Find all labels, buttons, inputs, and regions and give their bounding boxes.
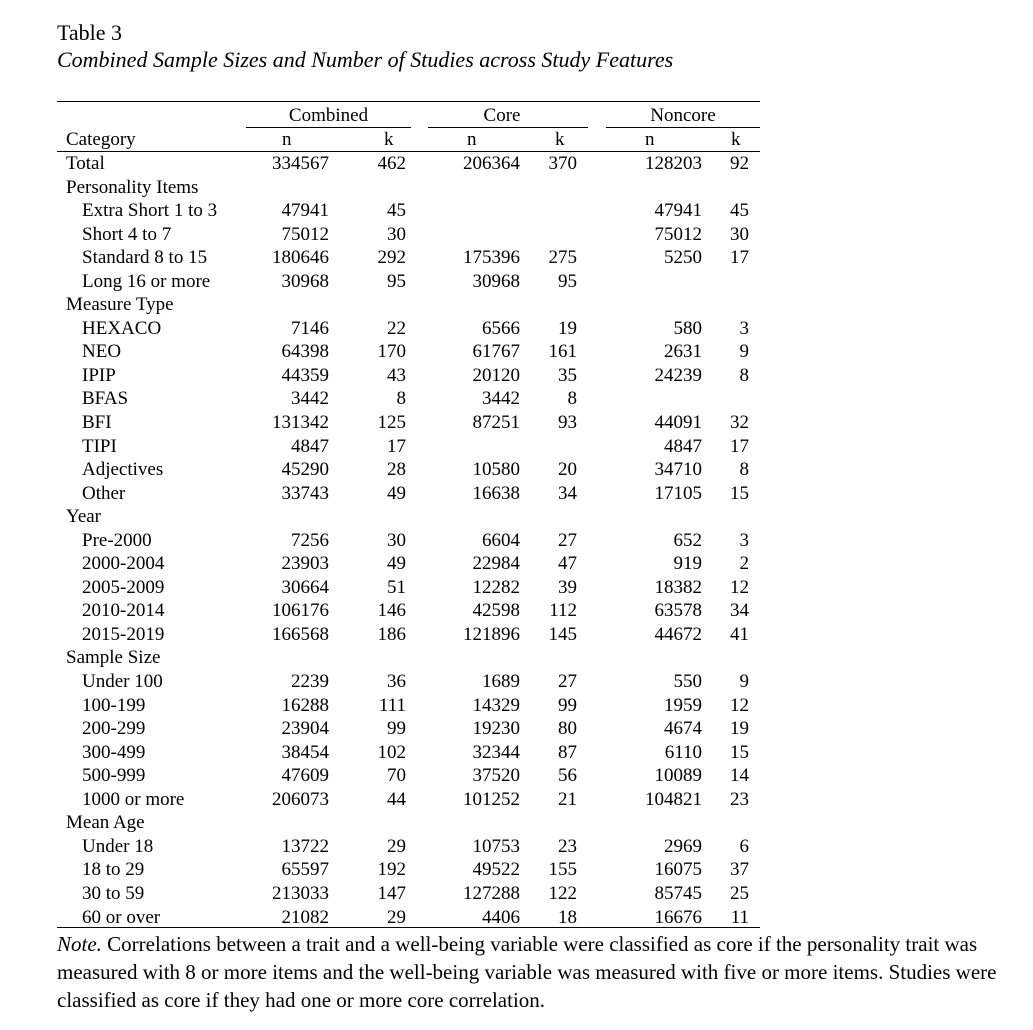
combined-k-cell: 44 bbox=[387, 788, 406, 810]
combined-n-cell: 47941 bbox=[281, 200, 329, 222]
table-row bbox=[57, 906, 760, 930]
core-k-cell: 122 bbox=[548, 882, 577, 904]
noncore-n-cell: 47941 bbox=[654, 200, 702, 222]
core-n-cell: 22984 bbox=[472, 553, 520, 575]
combined-n-cell: 180646 bbox=[272, 247, 329, 269]
combined-k-cell: 43 bbox=[387, 364, 406, 386]
noncore-n-cell: 44091 bbox=[654, 412, 702, 434]
core-k-cell: 47 bbox=[558, 553, 577, 575]
row-label: BFAS bbox=[82, 388, 129, 410]
section-label: Measure Type bbox=[66, 294, 174, 316]
section-label: Personality Items bbox=[66, 176, 199, 198]
noncore-n-cell: 34710 bbox=[654, 459, 702, 481]
noncore-n-cell: 1959 bbox=[664, 694, 702, 716]
row-label: 2010-2014 bbox=[82, 600, 165, 622]
row-label: Short 4 to 7 bbox=[82, 223, 172, 245]
table-row bbox=[57, 482, 760, 506]
core-n-cell: 37520 bbox=[472, 765, 520, 787]
combined-k-cell: 29 bbox=[387, 835, 406, 857]
row-label: Long 16 or more bbox=[82, 270, 211, 292]
noncore-n-cell: 919 bbox=[673, 553, 702, 575]
core-k-cell: 87 bbox=[558, 741, 577, 763]
combined-k-cell: 99 bbox=[387, 718, 406, 740]
combined-n-cell: 38454 bbox=[281, 741, 329, 763]
core-k-cell: 161 bbox=[548, 341, 577, 363]
noncore-n-cell: 4674 bbox=[664, 718, 702, 740]
core-n-cell: 206364 bbox=[463, 153, 520, 174]
noncore-n-cell: 24239 bbox=[654, 364, 702, 386]
combined-n-cell: 30664 bbox=[281, 576, 329, 598]
section-row bbox=[57, 293, 760, 317]
noncore-n-cell: 4847 bbox=[664, 435, 702, 457]
noncore-k-cell: 32 bbox=[730, 412, 749, 434]
table-row bbox=[57, 411, 760, 435]
noncore-k-cell: 37 bbox=[730, 859, 749, 881]
combined-n-cell: 334567 bbox=[272, 153, 329, 174]
category-header: Category bbox=[66, 129, 136, 150]
row-label: Under 18 bbox=[82, 835, 154, 857]
combined-n-cell: 213033 bbox=[272, 882, 329, 904]
core-n-cell: 6566 bbox=[482, 317, 520, 339]
core-k-header: k bbox=[555, 129, 565, 150]
noncore-k-cell: 9 bbox=[739, 341, 749, 363]
table-row bbox=[57, 599, 760, 623]
noncore-k-cell: 9 bbox=[739, 671, 749, 693]
row-label: Standard 8 to 15 bbox=[82, 247, 208, 269]
combined-k-cell: 147 bbox=[377, 882, 406, 904]
core-n-cell: 127288 bbox=[463, 882, 520, 904]
core-n-cell: 3442 bbox=[482, 388, 520, 410]
combined-n-cell: 206073 bbox=[272, 788, 329, 810]
row-label: 2000-2004 bbox=[82, 553, 165, 575]
core-k-cell: 34 bbox=[558, 482, 577, 504]
core-k-cell: 275 bbox=[548, 247, 577, 269]
noncore-k-cell: 8 bbox=[739, 364, 749, 386]
combined-k-cell: 28 bbox=[387, 459, 406, 481]
noncore-n-cell: 16676 bbox=[654, 906, 702, 928]
combined-n-cell: 13722 bbox=[281, 835, 329, 857]
table-row bbox=[57, 670, 760, 694]
combined-n-cell: 23904 bbox=[281, 718, 329, 740]
table-row bbox=[57, 552, 760, 576]
core-n-cell: 14329 bbox=[472, 694, 520, 716]
combined-k-cell: 49 bbox=[387, 553, 406, 575]
noncore-k-cell: 6 bbox=[739, 835, 749, 857]
row-label: 1000 or more bbox=[82, 788, 185, 810]
table-row bbox=[57, 223, 760, 247]
core-k-cell: 21 bbox=[558, 788, 577, 810]
noncore-k-cell: 92 bbox=[730, 153, 749, 174]
section-label: Year bbox=[66, 506, 102, 528]
combined-k-cell: 17 bbox=[387, 435, 406, 457]
noncore-k-cell: 15 bbox=[730, 741, 749, 763]
note-text: Correlations between a trait and a well-being variable were classified as core if the personality trait was measured with 8 or more items and the well-being variable was measured with five or more items. Studies were classified as core if they had one or more core correlation. bbox=[57, 932, 997, 1012]
noncore-k-cell: 17 bbox=[730, 435, 749, 457]
table-note bbox=[57, 930, 1017, 1014]
core-k-cell: 145 bbox=[548, 623, 577, 645]
row-label: Adjectives bbox=[82, 459, 164, 481]
combined-n-cell: 106176 bbox=[272, 600, 329, 622]
noncore-k-cell: 25 bbox=[730, 882, 749, 904]
core-k-cell: 93 bbox=[558, 412, 577, 434]
core-k-cell: 35 bbox=[558, 364, 577, 386]
core-k-cell: 27 bbox=[558, 529, 577, 551]
combined-k-cell: 125 bbox=[377, 412, 406, 434]
noncore-n-cell: 2969 bbox=[664, 835, 702, 857]
combined-k-cell: 45 bbox=[387, 200, 406, 222]
core-n-cell: 1689 bbox=[482, 671, 520, 693]
table-title: Combined Sample Sizes and Number of Studies across Study Features bbox=[57, 47, 674, 72]
core-n-cell: 6604 bbox=[482, 529, 520, 551]
combined-k-cell: 29 bbox=[387, 906, 406, 928]
noncore-n-cell: 44672 bbox=[654, 623, 702, 645]
noncore-n-cell: 128203 bbox=[645, 153, 702, 174]
row-label: Under 100 bbox=[82, 671, 163, 693]
combined-n-cell: 4847 bbox=[291, 435, 329, 457]
combined-k-header: k bbox=[384, 129, 394, 150]
row-label: Pre-2000 bbox=[82, 529, 152, 551]
table-row bbox=[57, 741, 760, 765]
row-label: 2005-2009 bbox=[82, 576, 165, 598]
table-row bbox=[57, 152, 760, 176]
row-label: 60 or over bbox=[82, 906, 161, 928]
noncore-k-cell: 11 bbox=[730, 906, 749, 928]
noncore-n-cell: 16075 bbox=[654, 859, 702, 881]
combined-n-cell: 7146 bbox=[291, 317, 329, 339]
combined-k-cell: 30 bbox=[387, 529, 406, 551]
core-k-cell: 80 bbox=[558, 718, 577, 740]
combined-k-cell: 95 bbox=[387, 270, 406, 292]
combined-n-cell: 65597 bbox=[281, 859, 329, 881]
core-k-cell: 23 bbox=[558, 835, 577, 857]
combined-k-cell: 146 bbox=[377, 600, 406, 622]
combined-n-cell: 30968 bbox=[281, 270, 329, 292]
noncore-k-cell: 14 bbox=[730, 765, 749, 787]
top-rule bbox=[57, 101, 760, 102]
combined-k-cell: 36 bbox=[387, 671, 406, 693]
noncore-k-cell: 19 bbox=[730, 718, 749, 740]
core-k-cell: 99 bbox=[558, 694, 577, 716]
noncore-k-cell: 2 bbox=[739, 553, 749, 575]
combined-n-cell: 3442 bbox=[291, 388, 329, 410]
combined-k-cell: 111 bbox=[378, 694, 406, 716]
row-label: Total bbox=[66, 153, 105, 174]
noncore-n-cell: 10089 bbox=[654, 765, 702, 787]
core-k-cell: 95 bbox=[558, 270, 577, 292]
table-row bbox=[57, 623, 760, 647]
table-row bbox=[57, 764, 760, 788]
noncore-k-cell: 3 bbox=[739, 529, 749, 551]
noncore-n-cell: 550 bbox=[673, 671, 702, 693]
noncore-k-cell: 23 bbox=[730, 788, 749, 810]
noncore-k-cell: 17 bbox=[730, 247, 749, 269]
section-label: Mean Age bbox=[66, 812, 145, 834]
table-row bbox=[57, 529, 760, 553]
core-k-cell: 27 bbox=[558, 671, 577, 693]
section-row bbox=[57, 176, 760, 200]
core-k-cell: 56 bbox=[558, 765, 577, 787]
combined-k-cell: 30 bbox=[387, 223, 406, 245]
noncore-n-cell: 5250 bbox=[664, 247, 702, 269]
noncore-k-header: k bbox=[731, 129, 741, 150]
core-k-cell: 18 bbox=[558, 906, 577, 928]
table-row bbox=[57, 199, 760, 223]
combined-n-cell: 23903 bbox=[281, 553, 329, 575]
table-row bbox=[57, 435, 760, 459]
combined-n-cell: 33743 bbox=[281, 482, 329, 504]
core-n-cell: 20120 bbox=[472, 364, 520, 386]
combined-k-cell: 51 bbox=[387, 576, 406, 598]
noncore-k-cell: 34 bbox=[730, 600, 749, 622]
combined-n-cell: 47609 bbox=[281, 765, 329, 787]
core-n-cell: 19230 bbox=[472, 718, 520, 740]
core-n-cell: 121896 bbox=[463, 623, 520, 645]
table-row bbox=[57, 387, 760, 411]
table-row bbox=[57, 835, 760, 859]
combined-n-cell: 16288 bbox=[281, 694, 329, 716]
core-n-header: n bbox=[467, 129, 477, 150]
noncore-n-cell: 2631 bbox=[664, 341, 702, 363]
group-header-noncore: Noncore bbox=[650, 105, 716, 126]
combined-k-cell: 8 bbox=[396, 388, 406, 410]
core-k-cell: 20 bbox=[558, 459, 577, 481]
noncore-k-cell: 30 bbox=[730, 223, 749, 245]
table-number: Table 3 bbox=[57, 20, 123, 45]
combined-n-header: n bbox=[282, 129, 292, 150]
noncore-n-cell: 17105 bbox=[654, 482, 702, 504]
core-n-cell: 175396 bbox=[463, 247, 520, 269]
combined-n-cell: 7256 bbox=[291, 529, 329, 551]
combined-k-cell: 49 bbox=[387, 482, 406, 504]
row-label: NEO bbox=[82, 341, 122, 363]
table-row bbox=[57, 364, 760, 388]
core-n-cell: 30968 bbox=[472, 270, 520, 292]
combined-k-cell: 192 bbox=[377, 859, 406, 881]
core-k-cell: 39 bbox=[558, 576, 577, 598]
combined-n-cell: 2239 bbox=[291, 671, 329, 693]
group-header-core: Core bbox=[483, 105, 521, 126]
table-row bbox=[57, 270, 760, 294]
table-row bbox=[57, 788, 760, 812]
noncore-k-cell: 3 bbox=[739, 317, 749, 339]
core-n-cell: 42598 bbox=[472, 600, 520, 622]
note-lead: Note. bbox=[57, 932, 102, 956]
table-row bbox=[57, 882, 760, 906]
noncore-n-cell: 75012 bbox=[654, 223, 702, 245]
row-label: 500-999 bbox=[82, 765, 146, 787]
core-k-cell: 8 bbox=[567, 388, 577, 410]
core-n-cell: 10753 bbox=[472, 835, 520, 857]
core-n-cell: 4406 bbox=[482, 906, 520, 928]
table-row bbox=[57, 458, 760, 482]
table-row bbox=[57, 717, 760, 741]
noncore-k-cell: 15 bbox=[730, 482, 749, 504]
combined-n-cell: 45290 bbox=[281, 459, 329, 481]
table-row bbox=[57, 317, 760, 341]
table-row bbox=[57, 340, 760, 364]
row-label: 30 to 59 bbox=[82, 882, 145, 904]
row-label: Other bbox=[82, 482, 126, 504]
combined-k-cell: 186 bbox=[377, 623, 406, 645]
noncore-n-cell: 652 bbox=[673, 529, 702, 551]
noncore-k-cell: 45 bbox=[730, 200, 749, 222]
row-label: 18 to 29 bbox=[82, 859, 145, 881]
combined-n-cell: 166568 bbox=[272, 623, 329, 645]
noncore-k-cell: 12 bbox=[730, 694, 749, 716]
core-k-cell: 370 bbox=[548, 153, 577, 174]
noncore-k-cell: 12 bbox=[730, 576, 749, 598]
combined-k-cell: 292 bbox=[377, 247, 406, 269]
noncore-n-cell: 18382 bbox=[654, 576, 702, 598]
row-label: 200-299 bbox=[82, 718, 146, 740]
core-n-cell: 101252 bbox=[463, 788, 520, 810]
combined-n-cell: 21082 bbox=[281, 906, 329, 928]
table-row bbox=[57, 858, 760, 882]
core-n-cell: 61767 bbox=[472, 341, 520, 363]
core-k-cell: 112 bbox=[549, 600, 577, 622]
core-n-cell: 32344 bbox=[472, 741, 520, 763]
bottom-rule bbox=[57, 927, 760, 928]
row-label: Extra Short 1 to 3 bbox=[82, 200, 218, 222]
table-row bbox=[57, 694, 760, 718]
combined-n-cell: 75012 bbox=[281, 223, 329, 245]
row-label: 100-199 bbox=[82, 694, 146, 716]
combined-k-cell: 102 bbox=[377, 741, 406, 763]
table-row bbox=[57, 576, 760, 600]
section-row bbox=[57, 646, 760, 670]
noncore-n-cell: 580 bbox=[673, 317, 702, 339]
core-k-cell: 155 bbox=[548, 859, 577, 881]
row-label: 2015-2019 bbox=[82, 623, 165, 645]
combined-k-cell: 22 bbox=[387, 317, 406, 339]
combined-n-cell: 64398 bbox=[281, 341, 329, 363]
row-label: 300-499 bbox=[82, 741, 146, 763]
section-label: Sample Size bbox=[66, 647, 161, 669]
core-n-cell: 10580 bbox=[472, 459, 520, 481]
group-header-combined: Combined bbox=[288, 105, 369, 126]
noncore-n-header: n bbox=[645, 129, 655, 150]
noncore-k-cell: 8 bbox=[739, 459, 749, 481]
core-n-cell: 16638 bbox=[472, 482, 520, 504]
combined-n-cell: 131342 bbox=[272, 412, 329, 434]
core-k-cell: 19 bbox=[558, 317, 577, 339]
row-label: BFI bbox=[82, 412, 112, 434]
core-n-cell: 49522 bbox=[472, 859, 520, 881]
row-label: TIPI bbox=[82, 435, 117, 457]
core-n-cell: 12282 bbox=[472, 576, 520, 598]
combined-n-cell: 44359 bbox=[281, 364, 329, 386]
noncore-n-cell: 85745 bbox=[654, 882, 702, 904]
row-label: HEXACO bbox=[82, 317, 162, 339]
row-label: IPIP bbox=[82, 364, 116, 386]
section-row bbox=[57, 811, 760, 835]
noncore-k-cell: 41 bbox=[730, 623, 749, 645]
section-row bbox=[57, 505, 760, 529]
table-row bbox=[57, 246, 760, 270]
noncore-n-cell: 6110 bbox=[664, 741, 702, 763]
core-n-cell: 87251 bbox=[472, 412, 520, 434]
table-body bbox=[57, 152, 760, 929]
combined-k-cell: 170 bbox=[377, 341, 406, 363]
noncore-n-cell: 63578 bbox=[654, 600, 702, 622]
combined-k-cell: 70 bbox=[387, 765, 406, 787]
noncore-n-cell: 104821 bbox=[645, 788, 702, 810]
combined-k-cell: 462 bbox=[377, 153, 406, 174]
